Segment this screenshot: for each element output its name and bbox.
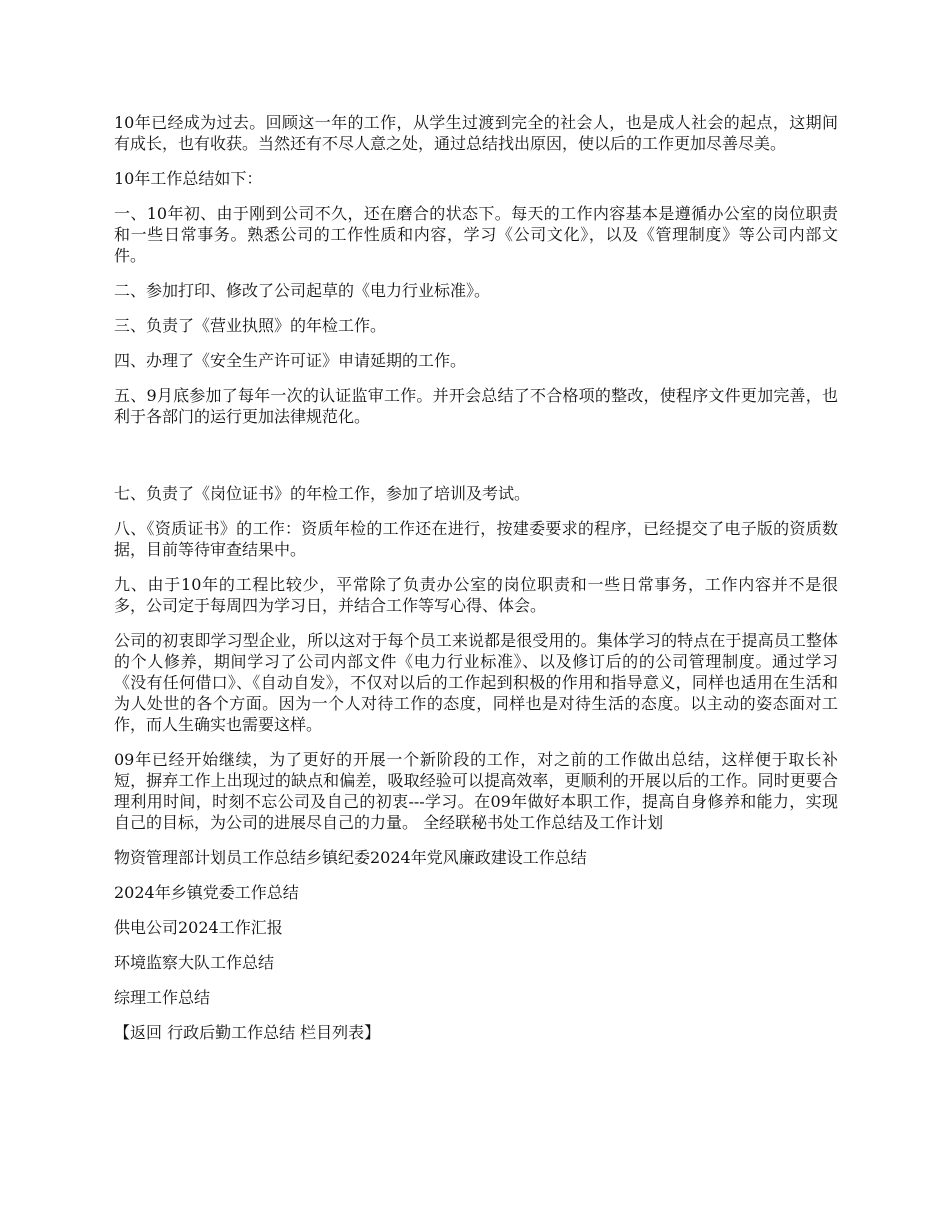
closing-paragraph: 09年已经开始继续，为了更好的开展一个新阶段的工作，对之前的工作做出总结，这样便于取长补短，摒弃工作上出现过的缺点和偏差，吸取经验可以提高效率，更顺利的开展以后的工作。同时更要合理利用时间，时刻不忘公司及自己的初衷---学习。在09年做好本职工作，提高自身修养和能力，实现自己的目标，为公司的进展尽自己的力量。 全经联秘书处工作总结及工作计划 (114, 750, 838, 832)
item-paragraph-3: 三、负责了《营业执照》的年检工作。 (114, 316, 387, 335)
item-paragraph-7: 七、负责了《岗位证书》的年检工作，参加了培训及考试。 (114, 484, 531, 503)
back-to-list-link[interactable]: 【返回 行政后勤工作总结 栏目列表】 (114, 1023, 381, 1042)
related-link-4[interactable]: 环境监察大队工作总结 (114, 953, 275, 972)
item-paragraph-2: 二、参加打印、修改了公司起草的《电力行业标准》。 (114, 281, 491, 300)
related-link-1[interactable]: 物资管理部计划员工作总结乡镇纪委2024年党风廉政建设工作总结 (114, 848, 587, 867)
related-link-2[interactable]: 2024年乡镇党委工作总结 (114, 883, 299, 902)
item-paragraph-1: 一、10年初、由于刚到公司不久，还在磨合的状态下。每天的工作内容基本是遵循办公室的岗位职责和一些日常事务。熟悉公司的工作性质和内容，学习《公司文化》，以及《管理制度》等公司内部文件。 (114, 204, 838, 265)
related-link-5[interactable]: 综理工作总结 (114, 988, 211, 1007)
item-paragraph-5: 五、9月底参加了每年一次的认证监审工作。并开会总结了不合格项的整改，使程序文件更加完善，也利于各部门的运行更加法律规范化。 (114, 386, 838, 426)
learning-paragraph: 公司的初衷即学习型企业，所以这对于每个员工来说都是很受用的。集体学习的特点在于提高员工整体的个人修养，期间学习了公司内部文件《电力行业标准》、以及修订后的的公司管理制度。通过学习《没有任何借口》、《自动自发》，不仅对以后的工作起到积极的作用和指导意义，同样也适用在生活和为人处世的各个方面。因为一个人对待工作的态度，同样也是对待生活的态度。以主动的姿态面对工作，而人生确实也需要这样。 (114, 631, 838, 734)
related-link-3[interactable]: 供电公司2024工作汇报 (114, 918, 283, 937)
item-paragraph-8: 八、《资质证书》的工作：资质年检的工作还在进行，按建委要求的程序，已经提交了电子版的资质数据，目前等待审查结果中。 (114, 519, 838, 559)
document-body (114, 112, 838, 1043)
blank-gap (114, 441, 838, 483)
summary-heading: 10年工作总结如下： (114, 169, 263, 188)
item-paragraph-9: 九、由于10年的工程比较少，平常除了负责办公室的岗位职责和一些日常事务，工作内容并不是很多，公司定于每周四为学习日，并结合工作等写心得、体会。 (114, 575, 838, 615)
item-paragraph-4: 四、办理了《安全生产许可证》申请延期的工作。 (114, 351, 467, 370)
intro-paragraph: 10年已经成为过去。回顾这一年的工作，从学生过渡到完全的社会人，也是成人社会的起点，这期间有成长，也有收获。当然还有不尽人意之处，通过总结找出原因，使以后的工作更加尽善尽美。 (114, 113, 838, 153)
